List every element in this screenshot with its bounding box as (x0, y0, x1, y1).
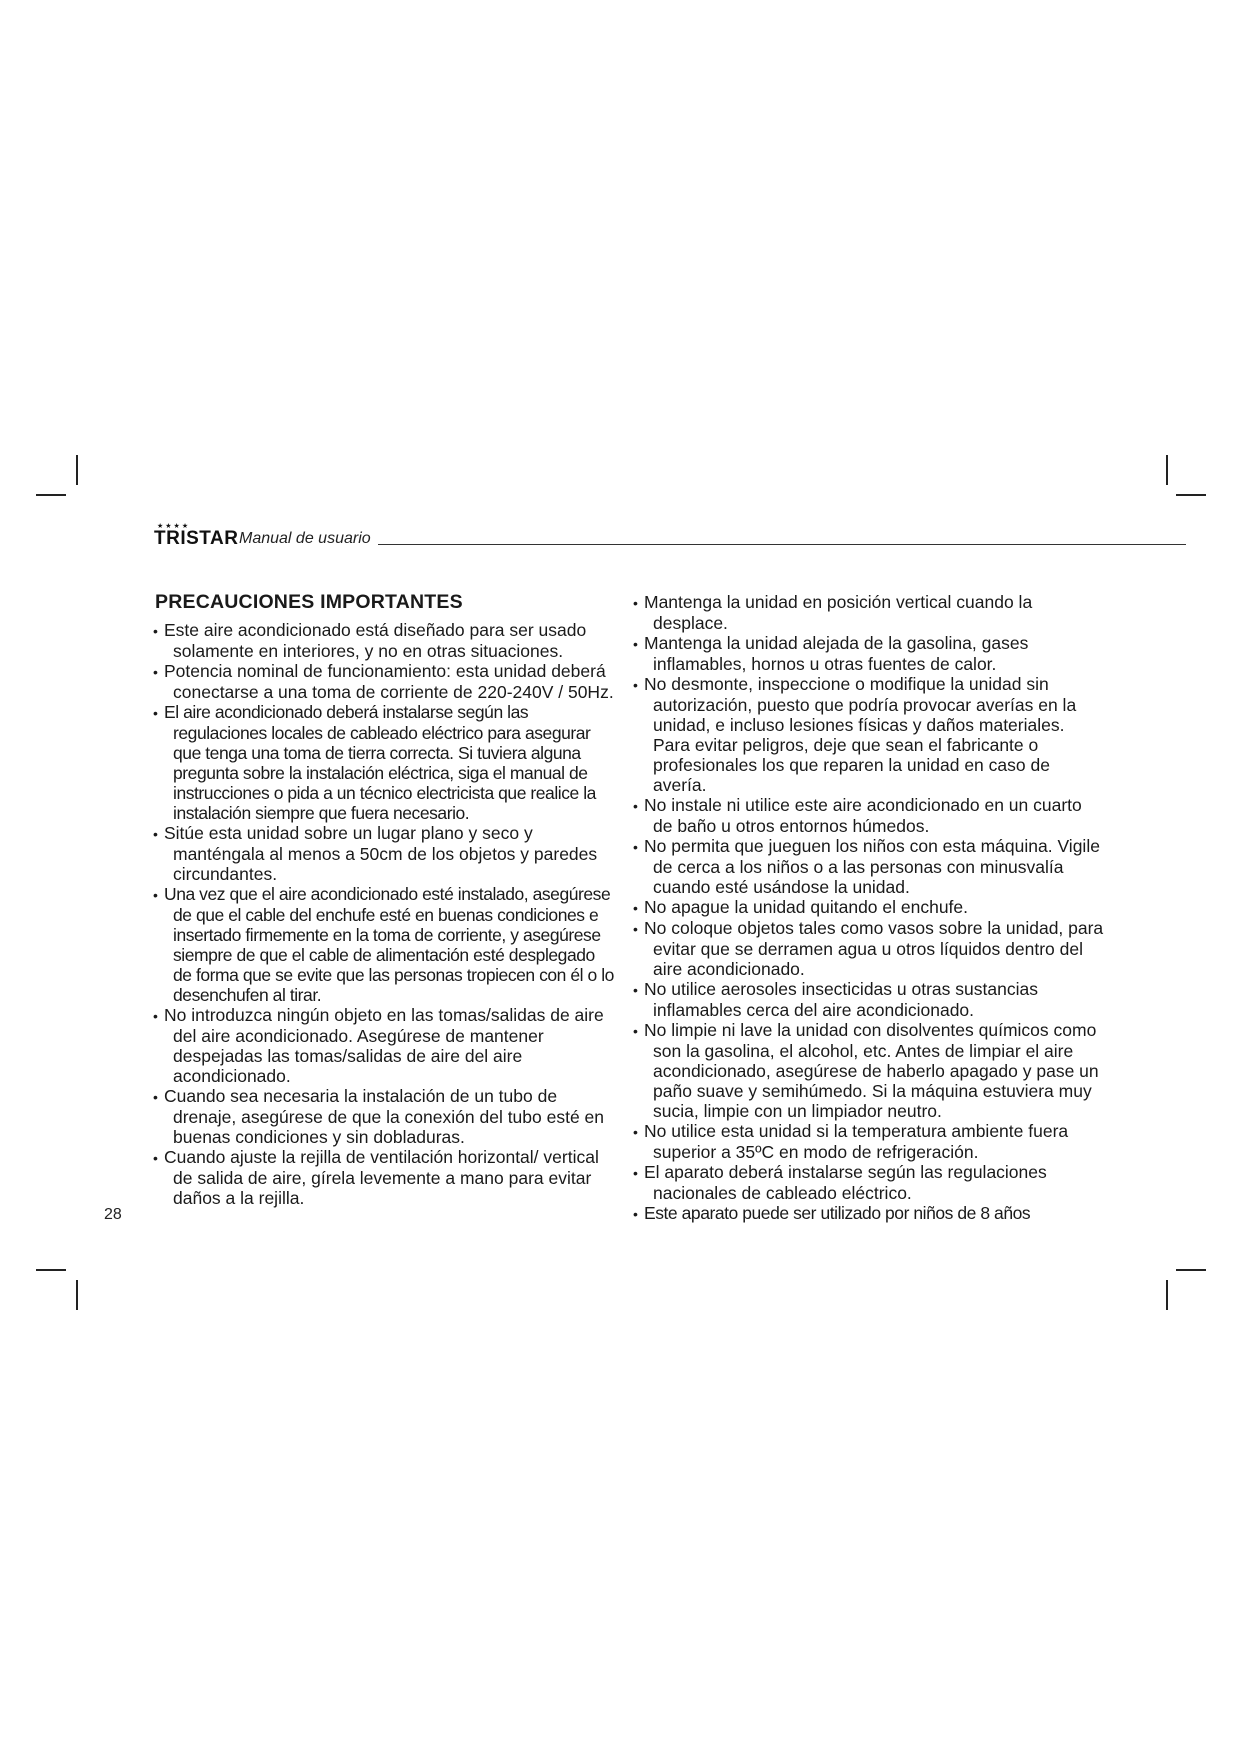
page-number: 28 (104, 1206, 122, 1223)
list-item: • No introduzca ningún objeto en las tomas/salidas de aire del aire acondicionado. Asegúrese de mantener despejadas las tomas/salidas de aire del aire acondicionado. (153, 1005, 615, 1086)
right-column (633, 592, 1105, 1224)
list-item: • No apague la unidad quitando el enchufe. (633, 897, 1105, 918)
section-title: PRECAUCIONES IMPORTANTES (155, 591, 463, 613)
list-item: • Cuando sea necesaria la instalación de un tubo de drenaje, asegúrese de que la conexión del tubo esté en buenas condiciones y sin dobladuras. (153, 1086, 615, 1147)
list-item: • Sitúe esta unidad sobre un lugar plano y seco y manténgala al menos a 50cm de los objetos y paredes circundantes. (153, 823, 615, 884)
list-item: • Una vez que el aire acondicionado esté instalado, asegúrese de que el cable del enchufe esté en buenas condiciones e insertado firmemente en la toma de corriente, y asegúrese siempre de que el cable de alimentación esté desplegado de forma que se evite que las personas tropiecen con él o lo desenchufen al tirar. (153, 884, 615, 1005)
crop-mark-bottom-right-vertical (1166, 1280, 1168, 1310)
list-item: • No permita que jueguen los niños con esta máquina. Vigile de cerca a los niños o a las personas con minusvalía cuando esté usándose la unidad. (633, 836, 1105, 897)
list-item: • No instale ni utilice este aire acondicionado en un cuarto de baño u otros entornos húmedos. (633, 795, 1105, 836)
crop-mark-top-right-vertical (1166, 455, 1168, 485)
list-item: • No utilice esta unidad si la temperatura ambiente fuera superior a 35ºC en modo de refrigeración. (633, 1121, 1105, 1162)
list-item: • No limpie ni lave la unidad con disolventes químicos como son la gasolina, el alcohol, etc. Antes de limpiar el aire acondicionado, asegúrese de haberlo apagado y pase un paño suave y semihúmedo. Si la máquina estuviera muy sucia, limpie con un limpiador neutro. (633, 1020, 1105, 1121)
list-item: • Mantenga la unidad en posición vertical cuando la desplace. (633, 592, 1105, 633)
list-item: • Este aparato puede ser utilizado por niños de 8 años (633, 1203, 1105, 1224)
crop-mark-bottom-left-horizontal (36, 1269, 66, 1271)
left-column (153, 590, 615, 1208)
list-item: • Mantenga la unidad alejada de la gasolina, gases inflamables, hornos u otras fuentes de calor. (633, 633, 1105, 674)
precautions-list-left (153, 620, 615, 1208)
crop-mark-top-right-horizontal (1176, 494, 1206, 496)
list-item: • No utilice aerosoles insecticidas u otras sustancias inflamables cerca del aire acondicionado. (633, 979, 1105, 1020)
brand-logo: TRISTAR (154, 528, 239, 549)
logo-stars: ★★★★ (157, 523, 191, 530)
precautions-list-right (633, 592, 1105, 1224)
list-item: • El aire acondicionado deberá instalarse según las regulaciones locales de cableado eléctrico para asegurar que tenga una toma de tierra correcta. Si tuviera alguna pregunta sobre la instalación eléctrica, siga el manual de instrucciones o pida a un técnico electricista que realice la instalación siempre que fuera necesario. (153, 702, 615, 823)
list-item: • No coloque objetos tales como vasos sobre la unidad, para evitar que se derramen agua u otros líquidos dentro del aire acondicionado. (633, 918, 1105, 979)
crop-mark-bottom-left-vertical (76, 1280, 78, 1310)
list-item: • Potencia nominal de funcionamiento: esta unidad deberá conectarse a una toma de corriente de 220-240V / 50Hz. (153, 661, 615, 702)
list-item: • El aparato deberá instalarse según las regulaciones nacionales de cableado eléctrico. (633, 1162, 1105, 1203)
crop-mark-bottom-right-horizontal (1176, 1269, 1206, 1271)
list-item: • Cuando ajuste la rejilla de ventilación horizontal/ vertical de salida de aire, gírela levemente a mano para evitar daños a la rejilla. (153, 1147, 615, 1208)
header-title: Manual de usuario (239, 530, 371, 547)
header-rule (378, 544, 1186, 545)
list-item: • Este aire acondicionado está diseñado para ser usado solamente en interiores, y no en otras situaciones. (153, 620, 615, 661)
crop-mark-top-left-horizontal (36, 494, 66, 496)
page-header (150, 525, 1186, 551)
crop-mark-top-left-vertical (76, 455, 78, 485)
list-item: • No desmonte, inspeccione o modifique la unidad sin autorización, puesto que podría provocar averías en la unidad, e incluso lesiones físicas y daños materiales. Para evitar peligros, deje que sean el fabricante o profesionales los que reparen la unidad en caso de avería. (633, 674, 1105, 795)
